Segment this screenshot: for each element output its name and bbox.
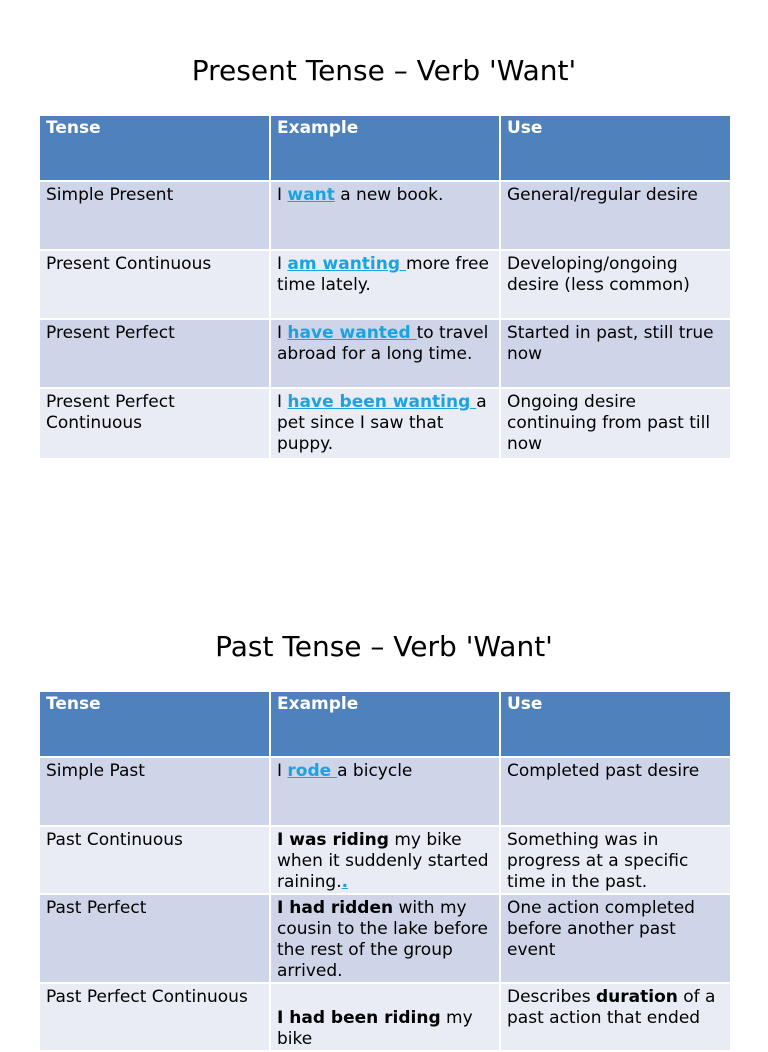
example-text: I bbox=[277, 761, 288, 781]
use-cell: Completed past desire bbox=[500, 757, 730, 826]
table-header-row bbox=[40, 692, 730, 757]
table-row bbox=[40, 388, 730, 459]
use-text: of a past action that ended bbox=[507, 987, 716, 1028]
example-cell bbox=[270, 826, 500, 894]
example-cell bbox=[270, 983, 500, 1051]
verb-link[interactable]: have wanted bbox=[287, 323, 417, 343]
period-link[interactable]: . bbox=[341, 872, 349, 892]
tense-cell: Simple Present bbox=[40, 181, 270, 250]
example-text: I bbox=[277, 185, 288, 205]
example-text: a bicycle bbox=[337, 761, 413, 781]
verb-link[interactable]: have been wanting bbox=[287, 392, 477, 412]
tense-cell: Present Perfect bbox=[40, 319, 270, 388]
tense-cell: Past Perfect bbox=[40, 894, 270, 983]
table-row bbox=[40, 181, 730, 250]
example-cell bbox=[270, 894, 500, 983]
tense-cell: Past Continuous bbox=[40, 826, 270, 894]
table-row bbox=[40, 826, 730, 894]
table-row bbox=[40, 983, 730, 1051]
use-cell bbox=[500, 983, 730, 1051]
example-text: I bbox=[277, 323, 288, 343]
use-bold-text: duration bbox=[595, 987, 678, 1007]
verb-link[interactable]: am wanting bbox=[287, 254, 406, 274]
example-cell bbox=[270, 181, 500, 250]
verb-link[interactable]: rode bbox=[287, 761, 338, 781]
present-tense-table bbox=[40, 116, 730, 460]
use-cell: General/regular desire bbox=[500, 181, 730, 250]
use-cell: One action completed before another past event bbox=[500, 894, 730, 983]
use-cell: Something was in progress at a specific time in the past. bbox=[500, 826, 730, 894]
table-row bbox=[40, 319, 730, 388]
past-tense-title: Past Tense – Verb 'Want' bbox=[215, 630, 553, 663]
example-text: with my cousin to the lake before the rest of the group arrived. bbox=[277, 898, 489, 981]
example-bold-text: I had been riding bbox=[277, 1008, 441, 1028]
example-bold-text: I was riding bbox=[277, 830, 389, 850]
example-bold-text: I had ridden bbox=[277, 898, 394, 918]
use-text: Describes bbox=[507, 987, 596, 1007]
example-text: to travel abroad for a long time. bbox=[277, 323, 489, 364]
present-tense-title: Present Tense – Verb 'Want' bbox=[191, 54, 577, 87]
column-header-use: Use bbox=[500, 692, 730, 757]
example-text: I bbox=[277, 254, 288, 274]
table-header-row bbox=[40, 116, 730, 181]
table-row bbox=[40, 757, 730, 826]
example-text: a pet since I saw that puppy. bbox=[277, 392, 487, 454]
example-cell bbox=[270, 319, 500, 388]
example-cell bbox=[270, 250, 500, 319]
verb-link[interactable]: want bbox=[287, 185, 335, 205]
column-header-tense: Tense bbox=[40, 692, 270, 757]
column-header-use: Use bbox=[500, 116, 730, 181]
tense-cell: Past Perfect Continuous bbox=[40, 983, 270, 1051]
column-header-example: Example bbox=[270, 116, 500, 181]
past-tense-table bbox=[40, 692, 730, 1052]
example-cell bbox=[270, 388, 500, 459]
column-header-tense: Tense bbox=[40, 116, 270, 181]
use-cell: Started in past, still true now bbox=[500, 319, 730, 388]
table-row bbox=[40, 894, 730, 983]
example-text: more free time lately. bbox=[277, 254, 489, 295]
example-text: I bbox=[277, 392, 288, 412]
use-cell: Developing/ongoing desire (less common) bbox=[500, 250, 730, 319]
example-text: my bike bbox=[277, 1008, 473, 1049]
column-header-example: Example bbox=[270, 692, 500, 757]
tense-cell: Present Continuous bbox=[40, 250, 270, 319]
example-text: a new book. bbox=[334, 185, 444, 205]
use-cell: Ongoing desire continuing from past till now bbox=[500, 388, 730, 459]
example-text: my bike when it suddenly started raining. bbox=[277, 830, 489, 892]
tense-cell: Simple Past bbox=[40, 757, 270, 826]
table-row bbox=[40, 250, 730, 319]
example-cell bbox=[270, 757, 500, 826]
tense-cell: Present Perfect Continuous bbox=[40, 388, 270, 459]
